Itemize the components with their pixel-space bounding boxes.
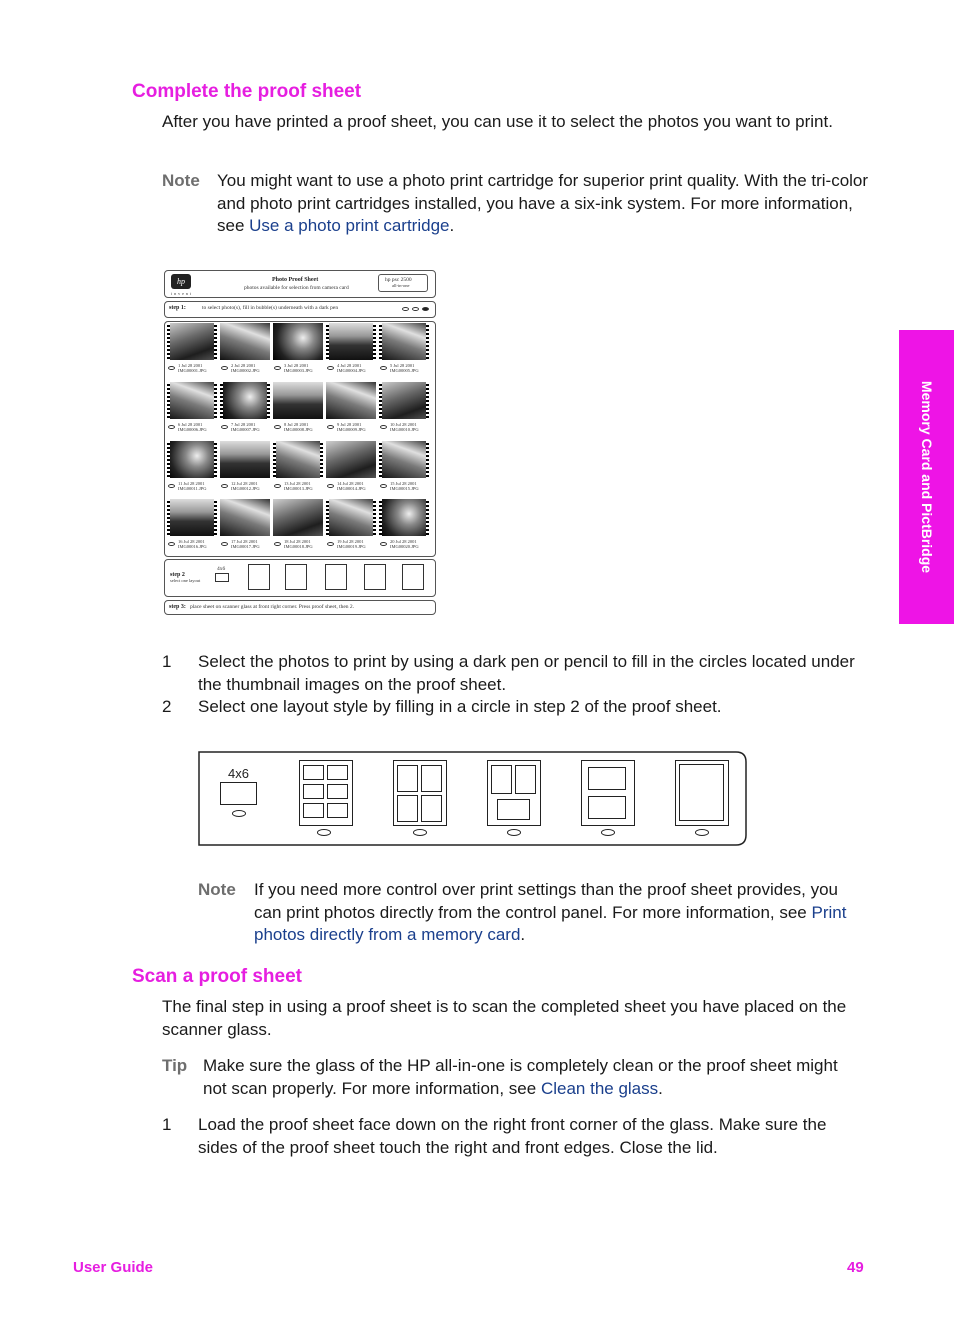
layout-cell	[303, 765, 324, 780]
photo-thumbnail	[167, 441, 217, 478]
photo-caption-file: IMG00016.JPG	[178, 544, 207, 549]
photo-caption-file: IMG00010.JPG	[390, 427, 419, 432]
layout-cell	[303, 803, 324, 818]
photo-caption-file: IMG00003.JPG	[284, 368, 313, 373]
photo-caption-file: IMG00008.JPG	[284, 427, 313, 432]
photo-thumbnail	[326, 323, 376, 360]
photo-thumbnail	[220, 382, 270, 419]
photo-caption-file: IMG00007.JPG	[231, 427, 260, 432]
section-heading-scan: Scan a proof sheet	[132, 966, 302, 987]
layout-2up-bubble[interactable]	[601, 829, 615, 836]
photo-select-bubble[interactable]	[327, 425, 334, 429]
photo-caption-date: 2 Jul 28 2001	[231, 363, 256, 368]
size-label: 4x6	[228, 766, 249, 781]
photo-select-bubble[interactable]	[327, 542, 334, 546]
note-label: Note	[162, 171, 200, 190]
footer-guide-title: User Guide	[73, 1259, 154, 1276]
hp-logo-icon: hp	[171, 274, 191, 289]
chapter-side-tab	[899, 330, 954, 624]
photo-thumbnail	[326, 382, 376, 419]
layout-4up-icon	[393, 760, 447, 826]
photo-caption-date: 10 Jul 28 2001	[390, 422, 417, 427]
intro-paragraph: After you have printed a proof sheet, you can use it to select the photos you want to print.	[162, 112, 833, 131]
layout-2up-icon	[364, 564, 386, 590]
layout-cell	[588, 796, 626, 819]
photo-thumbnail	[167, 382, 217, 419]
photo-thumbnail	[273, 499, 323, 536]
step-text: Load the proof sheet face down on the right front corner of the glass. Make sure the sides of the proof sheet touch the right and front edges. Close the lid.	[198, 1115, 827, 1157]
layout-2up-icon	[581, 760, 635, 826]
photo-caption-date: 15 Jul 28 2001	[390, 481, 417, 486]
photo-thumbnail	[326, 441, 376, 478]
photo-caption-date: 20 Jul 28 2001	[390, 539, 417, 544]
link-photo-cartridge[interactable]: Use a photo print cartridge	[249, 216, 450, 235]
step2-text: select one layout	[170, 578, 201, 583]
photo-select-bubble[interactable]	[221, 542, 228, 546]
note-period: .	[449, 216, 455, 235]
photo-caption-date: 14 Jul 28 2001	[337, 481, 364, 486]
photo-thumbnail	[273, 382, 323, 419]
size-bubble[interactable]	[232, 810, 246, 817]
photo-select-bubble[interactable]	[327, 484, 334, 488]
layout-9up-icon	[248, 564, 270, 590]
photo-caption-date: 8 Jul 28 2001	[284, 422, 309, 427]
layout-cell	[327, 765, 348, 780]
tip-label: Tip	[162, 1056, 188, 1075]
photo-caption-date: 6 Jul 28 2001	[178, 422, 203, 427]
note-body: If you need more control over print settings than the proof sheet provides, you can print photos directly from the control panel. For more information, see	[254, 880, 839, 922]
step-number: 1	[162, 652, 172, 671]
photo-caption-date: 18 Jul 28 2001	[284, 539, 311, 544]
step-number: 2	[162, 697, 172, 716]
note-label: Note	[198, 880, 236, 899]
step1-label: step 1:	[169, 305, 186, 311]
note-body: You might want to use a photo print cartridge for superior print quality. With the tri-color and photo print cartridges installed, you have a six-ink system. For more information, see	[217, 171, 869, 235]
photo-caption-file: IMG00002.JPG	[231, 368, 260, 373]
photo-select-bubble[interactable]	[168, 484, 175, 488]
layout-1up-icon	[402, 564, 424, 590]
photo-caption-file: IMG00011.JPG	[178, 486, 207, 491]
layout-cell	[303, 784, 324, 799]
photo-caption-date: 9 Jul 28 2001	[337, 422, 362, 427]
photo-thumbnail	[167, 323, 217, 360]
brand-tagline: invent	[171, 291, 193, 296]
photo-select-bubble[interactable]	[380, 542, 387, 546]
step-number: 1	[162, 1115, 172, 1134]
note-text	[254, 879, 864, 947]
photo-caption-file: IMG00004.JPG	[337, 368, 366, 373]
photo-thumbnail	[379, 499, 429, 536]
step-text: Select the photos to print by using a dark pen or pencil to fill in the circles located under the thumbnail images on the proof sheet.	[198, 652, 855, 694]
photo-caption-file: IMG00009.JPG	[337, 427, 366, 432]
photo-caption-date: 4 Jul 28 2001	[337, 363, 362, 368]
model-sub: all-in-one	[392, 283, 410, 288]
photo-caption-file: IMG00015.JPG	[390, 486, 419, 491]
layout-cell	[515, 765, 536, 794]
example-bubble-empty	[412, 307, 419, 311]
photo-caption-file: IMG00018.JPG	[284, 544, 313, 549]
layout-cell	[421, 765, 442, 792]
layout-cell	[679, 764, 724, 821]
layout-cell	[397, 795, 418, 822]
photo-caption-date: 7 Jul 28 2001	[231, 422, 256, 427]
scan-intro: The final step in using a proof sheet is to scan the completed sheet you have placed on the scanner glass.	[162, 997, 847, 1039]
example-bubble-filled	[422, 307, 429, 311]
proof-title: Photo Proof Sheet	[272, 277, 319, 283]
photo-caption-file: IMG00017.JPG	[231, 544, 260, 549]
photo-select-bubble[interactable]	[221, 484, 228, 488]
layout-cell	[327, 784, 348, 799]
page-number: 49	[847, 1259, 864, 1276]
layout-9up-bubble[interactable]	[317, 829, 331, 836]
layout-3up-icon	[487, 760, 541, 826]
step3-text: place sheet on scanner glass at front right corner. Press proof sheet, then 2.	[190, 604, 355, 610]
example-bubble-empty	[402, 307, 409, 311]
photo-select-bubble[interactable]	[221, 425, 228, 429]
layout-cell	[491, 765, 512, 794]
photo-caption-file: IMG00006.JPG	[178, 427, 207, 432]
photo-caption-date: 19 Jul 28 2001	[337, 539, 364, 544]
photo-select-bubble[interactable]	[327, 366, 334, 370]
step1-text: to select photo(s), fill in bubble(s) underneath with a dark pen	[202, 305, 339, 311]
model-name: hp psc 2500	[385, 277, 412, 283]
photo-caption-file: IMG00014.JPG	[337, 486, 366, 491]
layout-4up-icon	[285, 564, 307, 590]
layout-cell	[588, 767, 626, 790]
photo-thumbnail	[379, 441, 429, 478]
step2-size: 4x6	[217, 566, 226, 572]
photo-thumbnail	[167, 499, 217, 536]
size-4x6-icon	[215, 573, 229, 582]
photo-caption-date: 12 Jul 28 2001	[231, 481, 258, 486]
proof-sheet-figure	[164, 270, 436, 616]
tip-body: Make sure the glass of the HP all-in-one is completely clean or the proof sheet might not scan properly. For more information, see	[203, 1056, 838, 1098]
step2-label: step 2	[170, 572, 185, 578]
layout-options-outline	[198, 751, 751, 846]
layout-cell	[397, 765, 418, 792]
photo-select-bubble[interactable]	[274, 366, 281, 370]
note-text	[217, 170, 872, 238]
photo-caption-date: 5 Jul 28 2001	[390, 363, 415, 368]
layout-1up-bubble[interactable]	[695, 829, 709, 836]
photo-caption-file: IMG00001.JPG	[178, 368, 207, 373]
layout-cell	[327, 803, 348, 818]
link-print-photos[interactable]: Print photos directly from a memory card	[254, 902, 847, 944]
photo-caption-file: IMG00005.JPG	[390, 368, 419, 373]
photo-caption-file: IMG00020.JPG	[390, 544, 419, 549]
proof-subtitle: photos available for selection from camera card	[244, 285, 349, 291]
layout-options-figure	[198, 751, 751, 846]
layout-3up-icon	[325, 564, 347, 590]
photo-select-bubble[interactable]	[380, 425, 387, 429]
photo-caption-file: IMG00013.JPG	[284, 486, 313, 491]
photo-select-bubble[interactable]	[168, 425, 175, 429]
photo-thumbnail	[379, 382, 429, 419]
photo-caption-file: IMG00019.JPG	[337, 544, 366, 549]
tip-period: .	[658, 1078, 663, 1098]
photo-select-bubble[interactable]	[380, 484, 387, 488]
photo-caption-date: 1 Jul 28 2001	[178, 363, 203, 368]
photo-select-bubble[interactable]	[168, 542, 175, 546]
layout-3up-bubble[interactable]	[507, 829, 521, 836]
layout-1up-icon	[675, 760, 729, 826]
photo-thumbnail	[220, 323, 270, 360]
photo-select-bubble[interactable]	[274, 425, 281, 429]
photo-select-bubble[interactable]	[168, 366, 175, 370]
photo-thumbnail	[220, 499, 270, 536]
layout-cell	[421, 795, 442, 822]
layout-9up-icon	[299, 760, 353, 826]
step-text: Select one layout style by filling in a circle in step 2 of the proof sheet.	[198, 697, 722, 716]
photo-caption-date: 17 Jul 28 2001	[231, 539, 258, 544]
photo-caption-file: IMG00012.JPG	[231, 486, 260, 491]
photo-thumbnail	[273, 323, 323, 360]
photo-select-bubble[interactable]	[221, 366, 228, 370]
photo-caption-date: 3 Jul 28 2001	[284, 363, 309, 368]
tip-text	[203, 1055, 863, 1100]
chapter-tab-label: Memory Card and PictBridge	[918, 380, 935, 574]
size-4x6-icon	[220, 782, 257, 805]
photo-thumbnail	[379, 323, 429, 360]
photo-thumbnail	[273, 441, 323, 478]
note-period: .	[520, 925, 526, 944]
section-heading-complete: Complete the proof sheet	[132, 81, 362, 102]
photo-select-bubble[interactable]	[274, 484, 281, 488]
layout-cell	[497, 799, 530, 820]
photo-thumbnail	[220, 441, 270, 478]
photo-thumbnail	[326, 499, 376, 536]
photo-caption-date: 11 Jul 28 2001	[178, 481, 205, 486]
photo-caption-date: 16 Jul 28 2001	[178, 539, 205, 544]
photo-caption-date: 13 Jul 28 2001	[284, 481, 311, 486]
layout-4up-bubble[interactable]	[413, 829, 427, 836]
link-clean-glass[interactable]: Clean the glass	[540, 1078, 659, 1098]
photo-select-bubble[interactable]	[380, 366, 387, 370]
step3-label: step 3:	[169, 604, 186, 610]
photo-select-bubble[interactable]	[274, 542, 281, 546]
